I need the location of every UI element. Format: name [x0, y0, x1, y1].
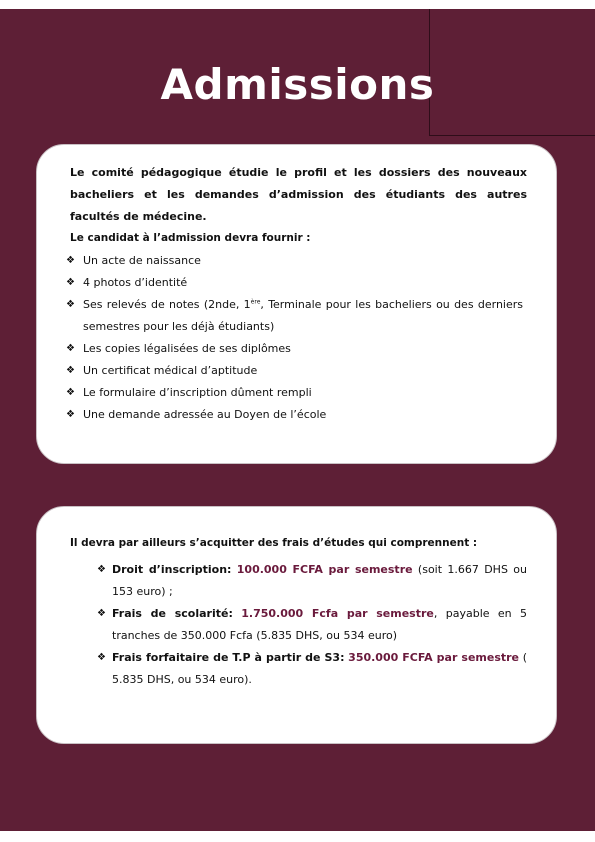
list-item: [66, 250, 523, 272]
diamond-bullet-icon: ❖: [97, 652, 106, 663]
item-label: Les copies légalisées de ses diplômes: [83, 342, 291, 355]
fee-item: [97, 603, 527, 647]
requirements-heading: Le candidat à l’admission devra fournir :: [70, 232, 311, 244]
intro-paragraph: Le comité pédagogique étudie le profil et les dossiers des nouveaux bacheliers et les demandes d’admission des étudiants des autres facultés de médecine.: [70, 166, 527, 223]
fee-amount: 100.000 FCFA par semestre: [236, 563, 413, 576]
fee-details: , payable en 5 tranches de 350.000 Fcfa (5.835 DHS, ou 534 euro): [112, 607, 527, 642]
page-title: Admissions: [160, 60, 435, 109]
item-label-continued: , Terminale pour les bacheliers ou des derniers semestres pour les déjà étudiants): [83, 298, 523, 333]
fee-amount: 350.000 FCFA par semestre: [348, 651, 520, 664]
list-item: [66, 294, 523, 338]
diamond-bullet-icon: ❖: [97, 608, 106, 619]
diamond-bullet-icon: ❖: [66, 299, 75, 310]
diamond-bullet-icon: ❖: [66, 409, 75, 420]
fee-details: ( 5.835 DHS, ou 534 euro).: [112, 651, 527, 686]
item-label: 4 photos d’identité: [83, 276, 188, 289]
superscript-ere: ère: [250, 298, 261, 306]
fees-heading: Il devra par ailleurs s’acquitter des frais d’études qui comprennent :: [70, 537, 478, 549]
diamond-bullet-icon: ❖: [66, 387, 75, 398]
admission-requirements-card: [36, 144, 557, 464]
fees-card: [36, 506, 557, 744]
diamond-bullet-icon: ❖: [66, 365, 75, 376]
list-item: [66, 272, 523, 294]
diamond-bullet-icon: ❖: [66, 343, 75, 354]
diamond-bullet-icon: ❖: [97, 564, 106, 575]
list-item: [66, 404, 523, 426]
list-item: [66, 338, 523, 360]
item-label: Une demande adressée au Doyen de l’école: [83, 408, 327, 421]
diamond-bullet-icon: ❖: [66, 277, 75, 288]
fee-details: (soit 1.667 DHS ou 153 euro) ;: [112, 563, 527, 598]
fee-term: Frais forfaitaire de T.P à partir de S3:: [112, 651, 345, 664]
list-item: [66, 382, 523, 404]
fee-item: [97, 559, 527, 603]
fee-term: Frais de scolarité:: [112, 607, 233, 620]
item-label: Ses relevés de notes (2nde, 1: [83, 298, 251, 311]
requirements-list: [66, 250, 523, 426]
item-label: Un certificat médical d’aptitude: [83, 364, 258, 377]
fee-term: Droit d’inscription:: [112, 563, 232, 576]
list-item: [66, 360, 523, 382]
diamond-bullet-icon: ❖: [66, 255, 75, 266]
fees-list: [70, 559, 527, 691]
item-label: Le formulaire d’inscription dûment rempli: [83, 386, 312, 399]
fee-amount: 1.750.000 Fcfa par semestre: [241, 607, 434, 620]
item-label: Un acte de naissance: [83, 254, 201, 267]
fee-item: [97, 647, 527, 691]
